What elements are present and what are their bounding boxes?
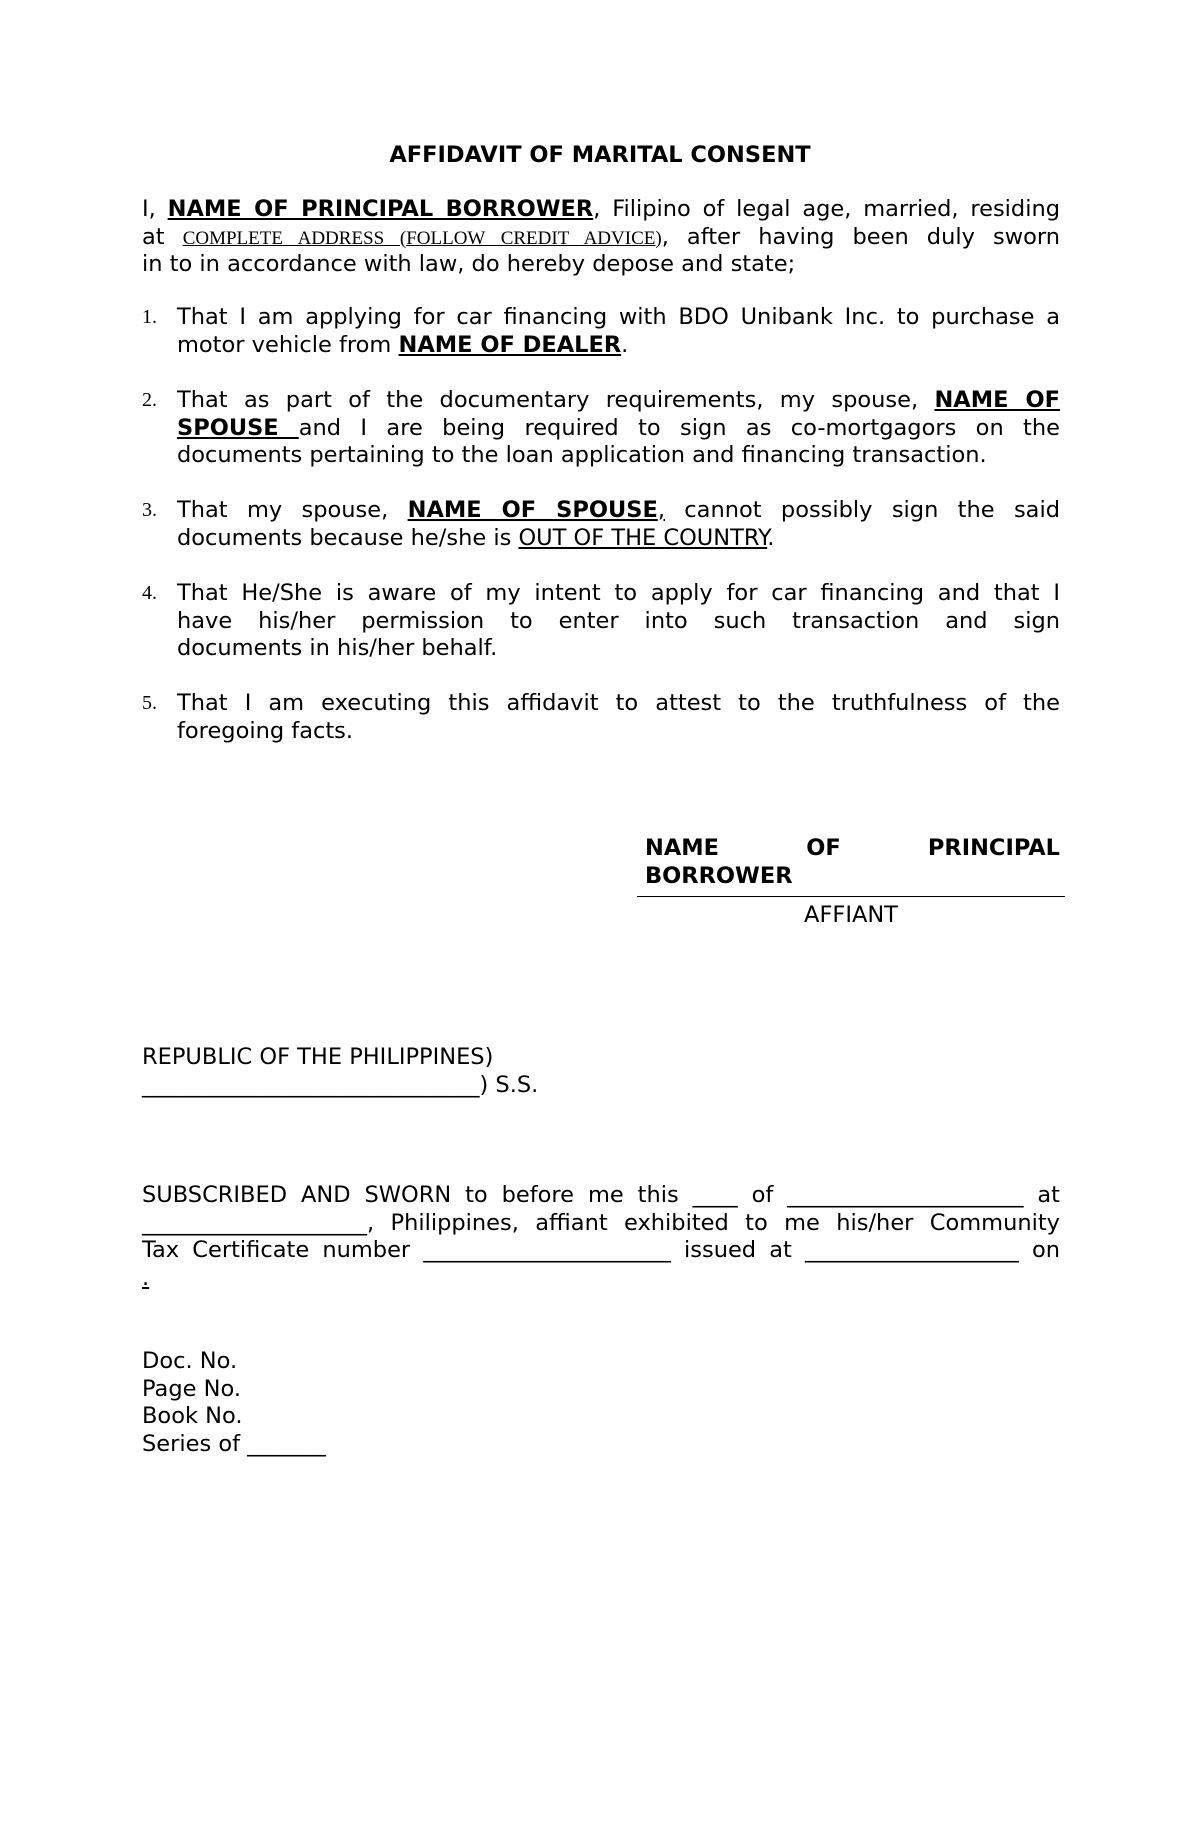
notarial-register-block	[142, 1348, 326, 1458]
intro-paragraph	[142, 196, 1060, 279]
spouse-name-placeholder: NAME OF	[934, 387, 1060, 413]
book-no-label: Book No.	[142, 1403, 243, 1429]
page-no-label: Page No.	[142, 1375, 241, 1402]
intro-line-2: at COMPLETE ADDRESS (FOLLOW CREDIT ADVICE), after having been duly sworn	[142, 223, 1060, 250]
doc-no-label: Doc. No.	[142, 1348, 238, 1374]
signature-line	[637, 896, 1065, 897]
signature-name-block: NAME OF PRINCIPAL BORROWER	[645, 835, 1060, 889]
address-placeholder: COMPLETE ADDRESS (FOLLOW CREDIT ADVICE)	[182, 227, 662, 249]
jurat-paragraph: SUBSCRIBED AND SWORN to before me this ____ of _____________________ at ____________________, Philippines, affiant exhibited to me his/her Community Tax Certificate number ______________________ issued at ___________________ on .	[142, 1182, 1060, 1291]
list-item: 2. That as part of the documentary requirements, my spouse, NAME OF SPOUSE and I are being required to sign as co-mortgagors on the documents pertaining to the loan application and financing transaction.	[142, 387, 1060, 468]
spouse-name-placeholder: NAME OF SPOUSE	[407, 497, 658, 523]
borrower-name-placeholder: NAME OF PRINCIPAL BORROWER	[167, 196, 594, 222]
dealer-name-placeholder: NAME OF DEALER	[398, 331, 622, 358]
venue-blank: ______________________________	[142, 1071, 480, 1098]
list-item: 5. That I am executing this affidavit to attest to the truthfulness of the foregoing facts.	[142, 690, 1060, 744]
list-item: 3. That my spouse, NAME OF SPOUSE, cannot possibly sign the said documents because he/she is OUT OF THE COUNTRY.	[142, 497, 1060, 551]
series-label: Series of _______	[142, 1430, 326, 1457]
list-item: 1. That I am applying for car financing with BDO Unibank Inc. to purchase a motor vehicle from NAME OF DEALER.	[142, 304, 1060, 358]
list-item: 4. That He/She is aware of my intent to apply for car financing and that I have his/her permission to enter into such transaction and sign documents in his/her behalf.	[142, 580, 1060, 661]
document-title: AFFIDAVIT OF MARITAL CONSENT	[389, 142, 811, 168]
intro-line-1: I, NAME OF PRINCIPAL BORROWER, Filipino of legal age, married, residing	[142, 196, 1061, 222]
affiant-label: AFFIANT	[804, 902, 898, 928]
intro-line-3: in to in accordance with law, do hereby depose and state;	[142, 251, 796, 277]
out-of-country-text: OUT OF THE COUNTRY	[518, 524, 768, 551]
venue-block: REPUBLIC OF THE PHILIPPINES) ______________________________) S.S.	[142, 1044, 539, 1098]
